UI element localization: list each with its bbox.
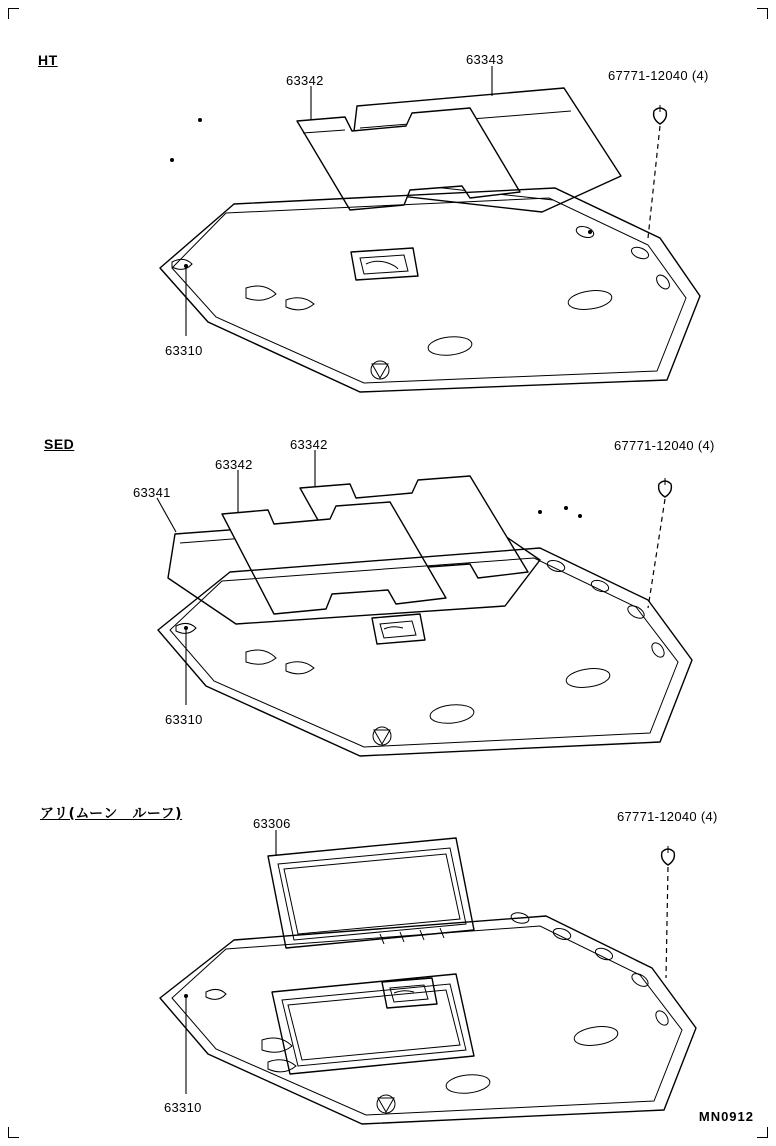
part-label-63310-moonroof: 63310: [164, 1100, 202, 1115]
part-label-63342-ht: 63342: [286, 73, 324, 88]
part-label-67771-ht: 67771-12040 (4): [608, 68, 709, 83]
part-label-63341: 63341: [133, 485, 171, 500]
frame-corner-bottom-right: [757, 1127, 768, 1138]
part-label-63342-sed-right: 63342: [290, 437, 328, 452]
section-title-sed: SED: [44, 436, 75, 452]
moonroof-assembly: [160, 830, 696, 1124]
frame-corner-bottom-left: [8, 1127, 19, 1138]
ht-assembly: [160, 66, 700, 392]
part-label-63342-sed-left: 63342: [215, 457, 253, 472]
part-label-67771-sed: 67771-12040 (4): [614, 438, 715, 453]
diagram-code: MN0912: [698, 1109, 754, 1124]
section-title-moonroof: アリ(ムーン ルーフ): [40, 806, 183, 822]
part-label-63343: 63343: [466, 52, 504, 67]
section-title-ht: HT: [38, 52, 58, 68]
part-label-67771-moonroof: 67771-12040 (4): [617, 809, 718, 824]
part-label-63310-sed: 63310: [165, 712, 203, 727]
part-label-63306: 63306: [253, 816, 291, 831]
frame-corner-top-right: [757, 8, 768, 19]
sed-assembly: [157, 450, 692, 756]
part-label-63310-ht: 63310: [165, 343, 203, 358]
frame-corner-top-left: [8, 8, 19, 19]
